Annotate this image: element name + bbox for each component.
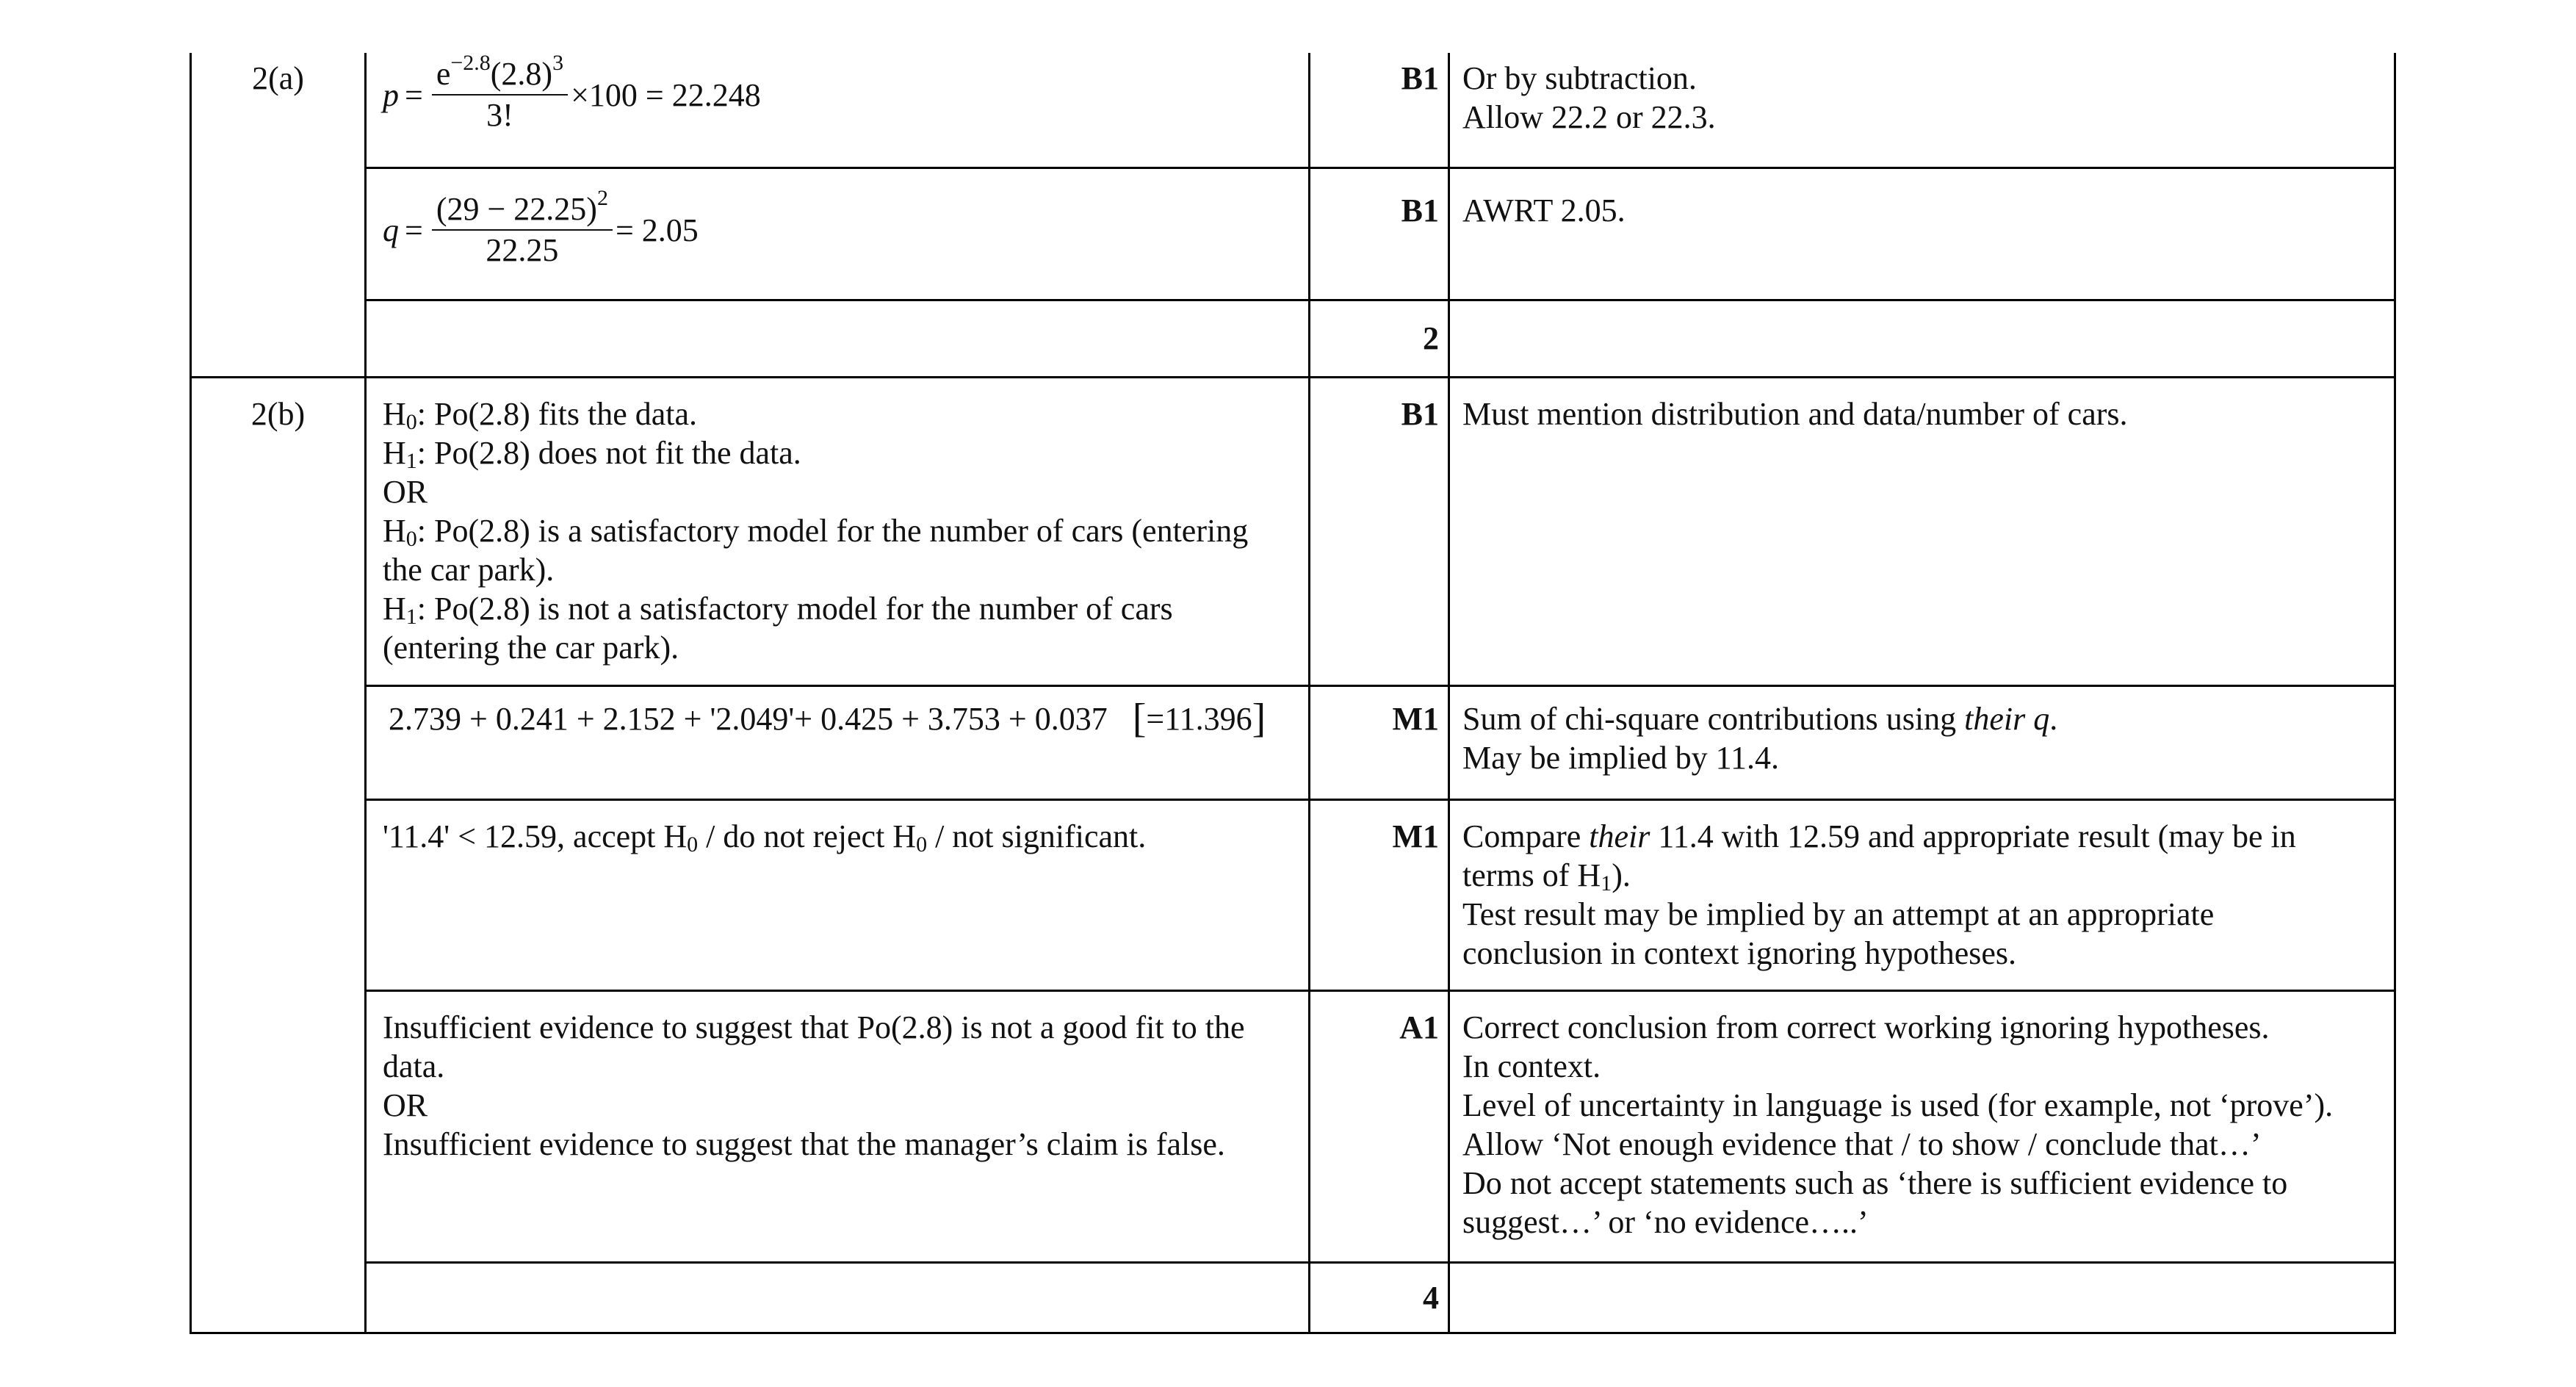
right-bracket: ] xyxy=(1252,696,1266,741)
answer-chi-square-sum xyxy=(383,696,1325,741)
answer-q-formula xyxy=(383,186,1319,269)
guidance-line: conclusion in context ignoring hypotheses. xyxy=(1462,935,2016,971)
equals-sign: = xyxy=(405,76,423,113)
conclusion-line: data. xyxy=(383,1048,445,1084)
mark-scheme-table xyxy=(190,53,2396,1334)
row-divider xyxy=(364,1261,2394,1264)
row-divider xyxy=(364,299,2394,301)
hypothesis-line: OR xyxy=(383,474,428,510)
mark-sum: M1 xyxy=(1392,701,1439,737)
guidance-line: May be implied by 11.4. xyxy=(1462,740,1779,776)
row-divider xyxy=(364,799,2394,801)
guidance-line: Correct conclusion from correct working ignoring hypotheses. xyxy=(1462,1009,2270,1045)
mark-hypotheses: B1 xyxy=(1401,396,1439,432)
guidance-line: Test result may be implied by an attempt at an appropriate xyxy=(1462,896,2215,932)
answer-hypotheses xyxy=(383,395,1319,667)
guidance-line: AWRT 2.05. xyxy=(1462,192,1626,228)
hypothesis-line: $H_1$: Po(2.8) does not fit the data. xyxy=(383,435,801,473)
guidance-line: Allow 22.2 or 22.3. xyxy=(1462,99,1716,135)
p-result: ×100 = 22.248 xyxy=(571,76,761,113)
guidance-line: In context. xyxy=(1462,1048,1601,1084)
variable-q: q xyxy=(383,212,399,248)
exp-base: e xyxy=(436,56,451,92)
mark-conclusion: A1 xyxy=(1399,1009,1439,1045)
sum-expression: 2.739 + 0.241 + 2.152 + '2.049'+ 0.425 + 3.753 + 0.037 xyxy=(389,701,1108,737)
guidance-line: Or by subtraction. xyxy=(1462,60,1697,96)
hypothesis-line: the car park). xyxy=(383,552,555,588)
guidance-compare xyxy=(1462,817,2381,973)
guidance-conclusion xyxy=(1462,1008,2381,1242)
guidance-line: Must mention distribution and data/number of cars. xyxy=(1462,396,2128,432)
guidance-line: suggest…’ or ‘no evidence…..’ xyxy=(1462,1204,1869,1240)
row-divider xyxy=(364,167,2394,169)
fraction-denominator: 22.25 xyxy=(486,232,559,268)
lambda-power: 3 xyxy=(552,51,564,75)
hypothesis-line: $H_0$: Po(2.8) is a satisfactory model for the number of cars (entering xyxy=(383,513,1249,551)
guidance-line: terms of $H_1$). xyxy=(1462,857,1631,896)
square-power: 2 xyxy=(596,186,608,210)
question-label-2a: 2(a) xyxy=(252,60,304,96)
question-label-2b: 2(b) xyxy=(250,396,306,432)
left-bracket: [ xyxy=(1132,696,1147,741)
sum-result: =11.396 xyxy=(1146,701,1252,737)
conclusion-line: Insufficient evidence to suggest that Po(2.8) is not a good fit to the xyxy=(383,1009,1245,1045)
row-divider xyxy=(364,990,2394,992)
hypothesis-line: (entering the car park). xyxy=(383,630,679,666)
mark-p: B1 xyxy=(1401,60,1439,96)
guidance-sum xyxy=(1462,699,2381,777)
guidance-line: Compare their 11.4 with 12.59 and appropriate result (may be in xyxy=(1462,818,2296,854)
fraction-p xyxy=(432,51,568,134)
fraction-denominator: 3! xyxy=(486,97,513,133)
exp-power: −2.8 xyxy=(450,51,491,75)
answer-p-formula xyxy=(383,51,1319,134)
question-divider xyxy=(192,376,2394,378)
mark-q: B1 xyxy=(1401,192,1439,228)
mark-compare: M1 xyxy=(1392,818,1439,854)
guidance-line: Allow ‘Not enough evidence that / to show / conclude that…’ xyxy=(1462,1126,2262,1162)
conclusion-line: Insufficient evidence to suggest that the manager’s claim is false. xyxy=(383,1126,1225,1162)
fraction-numerator xyxy=(432,51,568,96)
row-divider xyxy=(364,685,2394,687)
compare-line: '11.4' < 12.59, accept $H_0$ / do not reject $H_0$ / not significant. xyxy=(383,818,1147,857)
answer-conclusion xyxy=(383,1008,1319,1164)
column-divider-guidance xyxy=(1448,53,1450,1332)
answer-compare xyxy=(383,817,1319,856)
total-marks-2b: 4 xyxy=(1423,1280,1439,1316)
column-divider-answer xyxy=(364,53,367,1332)
hypothesis-line: $H_0$: Po(2.8) fits the data. xyxy=(383,396,698,434)
variable-p: p xyxy=(383,76,399,113)
total-marks-2a: 2 xyxy=(1423,320,1439,356)
guidance-line: Level of uncertainty in language is used (for example, not ‘prove’). xyxy=(1462,1087,2334,1123)
guidance-line: Sum of chi-square contributions using their q. xyxy=(1462,701,2058,737)
q-result: = 2.05 xyxy=(615,212,699,248)
lambda-term: (2.8) xyxy=(490,56,553,92)
guidance-hypotheses xyxy=(1462,395,2381,433)
fraction-q xyxy=(432,186,613,269)
guidance-line: Do not accept statements such as ‘there is sufficient evidence to xyxy=(1462,1165,2288,1201)
guidance-q xyxy=(1462,191,2381,230)
hypothesis-line: $H_1$: Po(2.8) is not a satisfactory model for the number of cars xyxy=(383,591,1173,629)
difference-term: (29 − 22.25) xyxy=(436,191,597,227)
fraction-numerator xyxy=(432,186,613,231)
guidance-p xyxy=(1462,59,2381,137)
equals-sign: = xyxy=(405,212,423,248)
conclusion-line: OR xyxy=(383,1087,428,1123)
